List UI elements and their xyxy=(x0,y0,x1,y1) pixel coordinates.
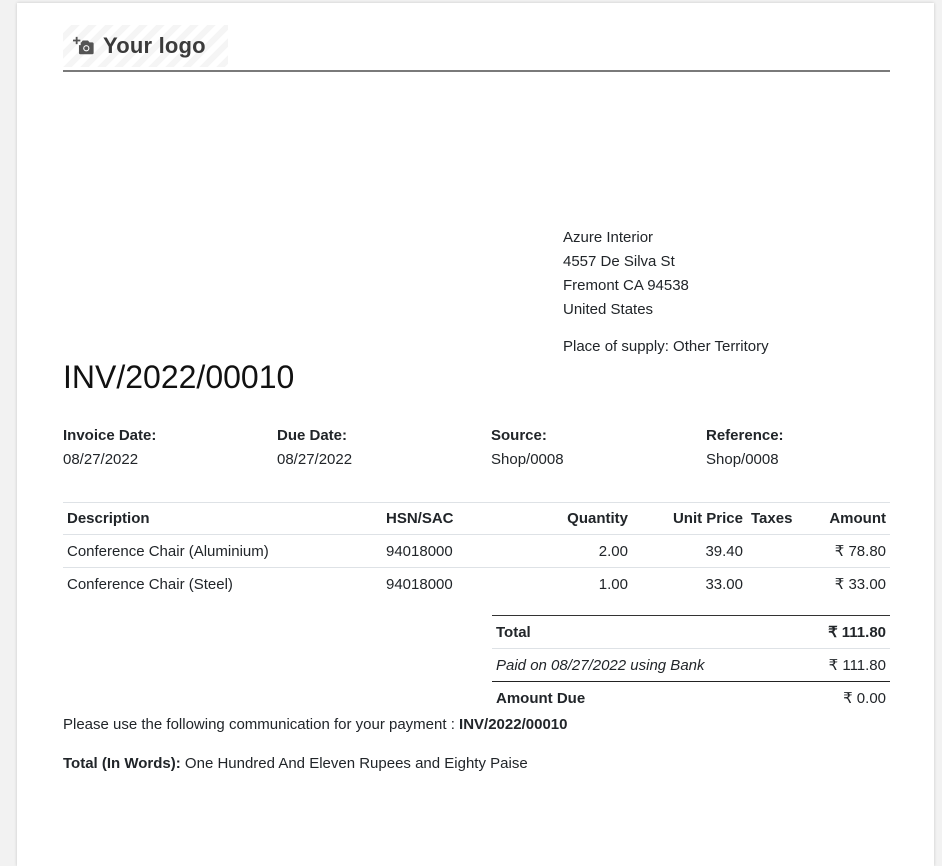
due-date-value: 08/27/2022 xyxy=(277,451,353,468)
source-value: Shop/0008 xyxy=(491,451,564,468)
col-taxes: Taxes xyxy=(747,503,801,535)
company-logo[interactable] xyxy=(63,25,228,67)
partner-street: 4557 De Silva St xyxy=(563,253,675,270)
total-label: Total xyxy=(492,616,797,649)
col-description: Description xyxy=(63,503,382,535)
line-unit-price: 39.40 xyxy=(632,535,747,568)
partner-address xyxy=(563,226,689,322)
col-amount: Amount xyxy=(801,503,890,535)
place-of-supply: Place of supply: Other Territory xyxy=(563,338,769,355)
camera-plus-icon xyxy=(73,35,95,57)
invoice-lines-table xyxy=(63,502,890,600)
col-quantity: Quantity xyxy=(501,503,632,535)
line-hsn: 94018000 xyxy=(382,535,501,568)
totals-table xyxy=(492,615,890,714)
source-label: Source: xyxy=(491,427,547,444)
line-quantity: 2.00 xyxy=(501,535,632,568)
col-hsn: HSN/SAC xyxy=(382,503,501,535)
invoice-number-title: INV/2022/00010 xyxy=(63,359,295,395)
reference-value: Shop/0008 xyxy=(706,451,779,468)
reference-block xyxy=(706,424,784,472)
invoice-date-block xyxy=(63,424,156,472)
payment-communication xyxy=(63,716,567,733)
communication-prefix: Please use the following communication for your payment : xyxy=(63,716,460,733)
table-row xyxy=(63,568,890,601)
col-unit-price: Unit Price xyxy=(632,503,747,535)
due-date-block xyxy=(277,424,352,472)
invoice-date-value: 08/27/2022 xyxy=(63,451,139,468)
reference-label: Reference: xyxy=(706,427,784,444)
table-header-row xyxy=(63,503,890,535)
total-words-label: Total (In Words): xyxy=(63,755,181,772)
line-amount: ₹ 33.00 xyxy=(801,568,890,601)
total-value: ₹ 111.80 xyxy=(797,616,890,649)
payment-row xyxy=(492,649,890,682)
table-row xyxy=(63,535,890,568)
amount-due-label: Amount Due xyxy=(492,682,797,715)
amount-due-row xyxy=(492,682,890,715)
partner-country: United States xyxy=(563,301,654,318)
invoice-date-label: Invoice Date: xyxy=(63,427,157,444)
source-block xyxy=(491,424,564,472)
line-unit-price: 33.00 xyxy=(632,568,747,601)
line-taxes xyxy=(747,535,801,568)
line-hsn: 94018000 xyxy=(382,568,501,601)
total-row xyxy=(492,616,890,649)
invoice-sheet xyxy=(17,3,934,866)
logo-text: Your logo xyxy=(103,33,206,58)
line-taxes xyxy=(747,568,801,601)
due-date-label: Due Date: xyxy=(277,427,348,444)
line-quantity: 1.00 xyxy=(501,568,632,601)
line-description: Conference Chair (Aluminium) xyxy=(63,535,382,568)
partner-city: Fremont CA 94538 xyxy=(563,277,689,294)
payment-label: Paid on 08/27/2022 using Bank xyxy=(492,649,797,682)
communication-reference: INV/2022/00010 xyxy=(459,716,568,733)
partner-name: Azure Interior xyxy=(563,229,654,246)
total-in-words xyxy=(63,755,528,772)
total-words-value: One Hundred And Eleven Rupees and Eighty Paise xyxy=(180,755,528,772)
amount-due-value: ₹ 0.00 xyxy=(797,682,890,715)
line-amount: ₹ 78.80 xyxy=(801,535,890,568)
line-description: Conference Chair (Steel) xyxy=(63,568,382,601)
header-divider xyxy=(63,70,890,72)
payment-value: ₹ 111.80 xyxy=(797,649,890,682)
